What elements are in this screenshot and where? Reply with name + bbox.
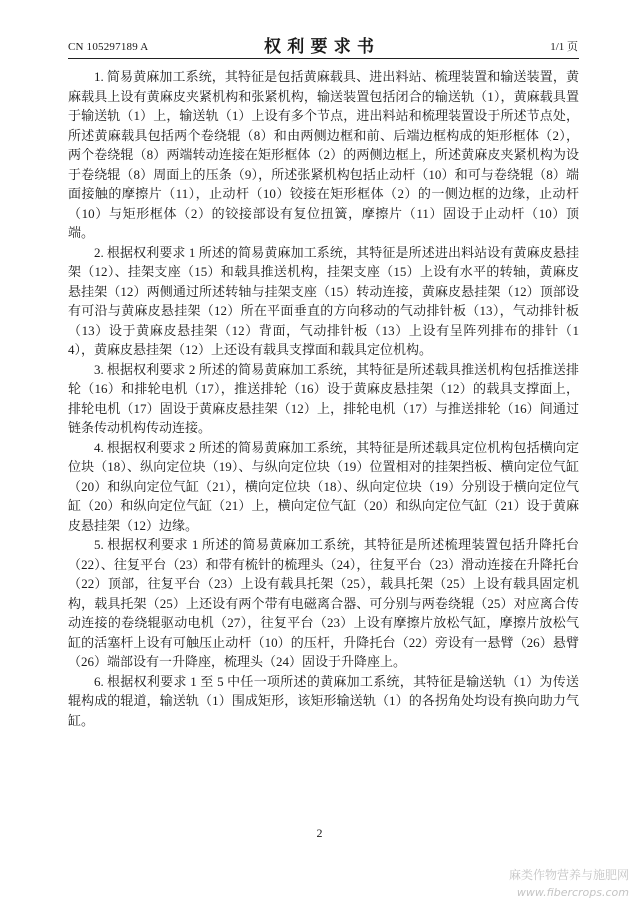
claim-text: 根据权利要求 2 所述的简易黄麻加工系统，其特征是所述载具推送机构包括推送排轮（16）和排轮电机（17），推送排轮（16）设于黄麻皮悬挂架（12）的载具支撑面上，排轮电机（17）固设于黄麻皮悬挂架（12）上，排轮电机（17）与推送排轮（16）间通过链条传动机构传动连接。 bbox=[68, 361, 579, 435]
claims-body bbox=[68, 67, 579, 730]
claim-text: 根据权利要求 2 所述的简易黄麻加工系统，其特征是所述载具定位机构包括横向定位块（18）、纵向定位块（19）、与纵向定位块（19）位置相对的挂架挡板、横向定位气缸（20）和纵向定位气缸（21），横向定位块（18）、纵向定位块（19）分别设于横向定位气缸（20）和纵向定位气缸（21）上，横向定位气缸（20）和纵向定位气缸（21）设于黄麻皮悬挂架（12）边缘。 bbox=[68, 439, 579, 533]
claim-number: 1. bbox=[94, 69, 104, 84]
claim-2 bbox=[68, 243, 579, 360]
claim-3 bbox=[68, 360, 579, 438]
document-title: 权 利 要 求 书 bbox=[264, 37, 375, 56]
claim-number: 5. bbox=[94, 537, 104, 552]
watermark-site-name: 麻类作物营养与施肥网 bbox=[508, 868, 629, 882]
header-divider bbox=[68, 58, 579, 59]
publication-number: CN 105297189 A bbox=[68, 41, 149, 53]
claim-6 bbox=[68, 672, 579, 731]
claim-number: 6. bbox=[94, 673, 104, 689]
claim-text: 简易黄麻加工系统，其特征是包括黄麻载具、进出料站、梳理装置和输送装置，黄麻载具上设有黄麻皮夹紧机构和张紧机构，输送装置包括闭合的输送轨（1），黄麻载具置于输送轨（1）上，输送轨（1）上设有多个节点，进出料站和梳理装置设于所述节点处，所述黄麻载具包括两个卷绕辊（8）和由两侧边框和前、后端边框构成的矩形框体（2），两个卷绕辊（8）两端转动连接在矩形框体（2）的两侧边框上，所述黄麻皮夹紧机构为设于卷绕辊（8）周面上的压条（9），所述张紧机构包括止动杆（10）和可与卷绕辊（8）端面接触的摩擦片（11），止动杆（10）铰接在矩形框体（2）的一侧边框的边缘，止动杆（10）与矩形框体（2）的铰接部设有复位扭簧，摩擦片（11）固设于止动杆（10）顶端。 bbox=[68, 69, 579, 240]
claim-text: 根据权利要求 1 所述的简易黄麻加工系统，其特征是所述梳理装置包括升降托台（22）、往复平台（23）和带有梳针的梳理头（24），往复平台（23）滑动连接在升降托台（22）顶部，往复平台（23）上设有载具托架（25），载具托架（25）上设有载具固定机构，载具托架（25）上还设有两个带有电磁离合器、可分别与两卷绕辊（25）对应离合传动连接的卷绕辊驱动电机（27），往复平台（23）上设有摩擦片放松气缸，摩擦片放松气缸的活塞杆上设有可触压止动杆（10）的压杆，升降托台（22）旁设有一悬臂（26）悬臂（26）端部设有一升降座，梳理头（24）固设于升降座上。 bbox=[68, 537, 579, 669]
claim-1 bbox=[68, 67, 579, 243]
watermark-url: www.fibercrops.com bbox=[516, 886, 629, 899]
page-count: 1/1 页 bbox=[550, 41, 578, 53]
claim-4 bbox=[68, 438, 579, 536]
claim-number: 3. bbox=[94, 361, 104, 377]
claim-text: 根据权利要求 1 所述的简易黄麻加工系统，其特征是所述进出料站设有黄麻皮悬挂架（12）、挂架支座（15）和载具推送机构，挂架支座（15）上设有水平的转轴，黄麻皮悬挂架（12）两侧通过所述转轴与挂架支座（15）转动连接，黄麻皮悬挂架（12）顶部设有可沿与黄麻皮悬挂架（12）所在平面垂直的方向移动的气动排针板（13），气动排针板（13）设于黄麻皮悬挂架（12）背面，气动排针板（13）上设有呈阵列排布的排针（14），黄麻皮悬挂架（12）上还设有载具支撑面和载具定位机构。 bbox=[68, 244, 579, 357]
claim-5 bbox=[68, 535, 579, 672]
claim-number: 4. bbox=[94, 439, 104, 455]
claim-number: 2. bbox=[94, 244, 104, 260]
claim-text: 根据权利要求 1 至 5 中任一项所述的黄麻加工系统，其特征是输送轨（1）为传送辊构成的辊道，输送轨（1）围成矩形，该矩形输送轨（1）的各拐角处均设有换向助力气缸。 bbox=[68, 673, 579, 728]
page-number: 2 bbox=[316, 826, 323, 840]
